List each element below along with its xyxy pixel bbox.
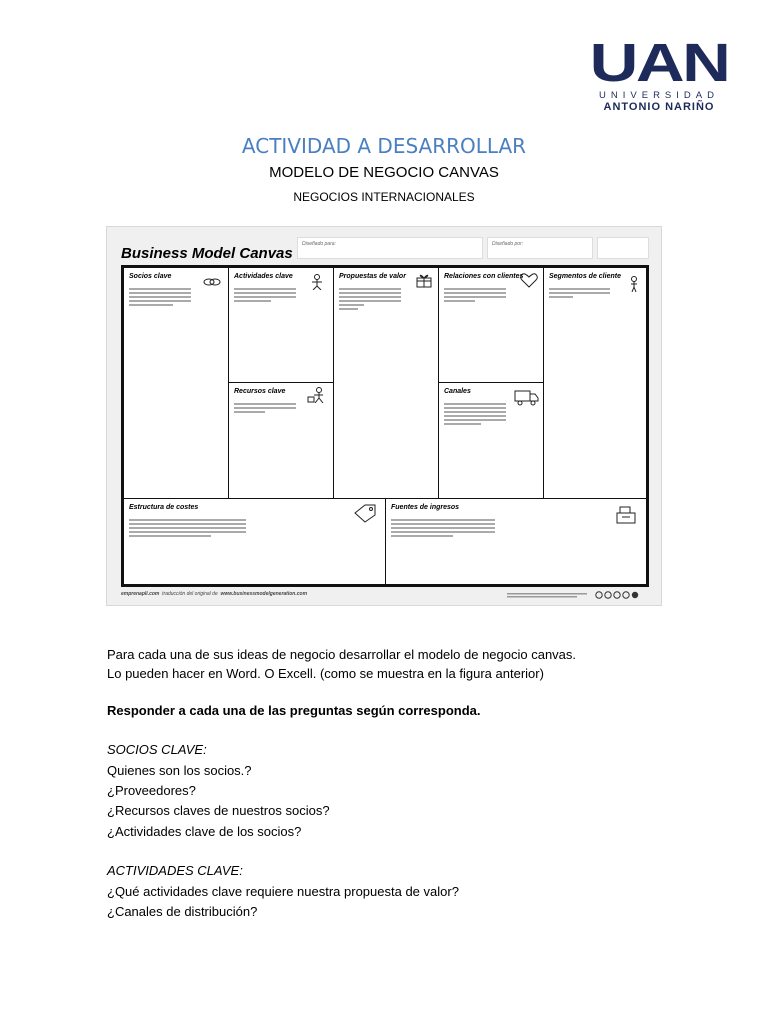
cell-heading: Estructura de costes (129, 504, 199, 511)
instruction-1: Para cada una de sus ideas de negocio desarrollar el modelo de negocio canvas. (107, 647, 577, 662)
actividades-question-1: ¿Qué actividades clave requiere nuestra propuesta de valor? (107, 884, 459, 899)
date-field (597, 237, 649, 259)
cell-questions (234, 288, 296, 304)
cell-heading: Fuentes de ingresos (391, 504, 460, 511)
cell-heading: Socios clave (129, 273, 172, 280)
cell-actividades-clave (228, 267, 334, 383)
instruction-3: Responder a cada una de las preguntas según corresponda. (107, 703, 481, 718)
cell-estructura-de-costes (123, 498, 386, 585)
cell-questions (391, 519, 495, 539)
cell-questions (444, 288, 506, 304)
canvas-grid (121, 265, 649, 587)
price-tag-icon (353, 503, 377, 523)
worker-resource-icon (307, 387, 327, 403)
cell-questions (234, 403, 296, 415)
cell-questions (549, 288, 610, 300)
heart-icon (519, 272, 539, 288)
cell-relaciones-con-clientes (438, 267, 544, 383)
cell-questions (129, 288, 191, 308)
business-model-canvas-figure (106, 226, 662, 606)
socios-question-3: ¿Recursos claves de nuestros socios? (107, 803, 330, 818)
person-icon (624, 276, 644, 292)
chain-link-icon (202, 274, 222, 290)
canvas-credits (121, 591, 307, 597)
section-actividades-clave-heading: ACTIVIDADES CLAVE: (107, 863, 243, 878)
logo-acronym: UAN (589, 33, 729, 93)
cell-questions (129, 519, 246, 539)
cell-recursos-clave (228, 382, 334, 499)
cell-questions (339, 288, 401, 312)
socios-question-4: ¿Actividades clave de los socios? (107, 824, 302, 839)
cell-propuestas-de-valor (333, 267, 439, 499)
cell-segmentos-de-cliente (543, 267, 647, 499)
truck-icon (513, 387, 539, 407)
credit-site-2: www.businessmodelgeneration.com (220, 591, 308, 597)
cell-questions (444, 403, 506, 427)
cash-register-icon (614, 503, 638, 525)
canvas-title: Business Model Canvas (121, 245, 293, 262)
logo-line-2: ANTONIO NARIÑO (603, 101, 715, 113)
cell-canales (438, 382, 544, 499)
worker-icon (307, 274, 327, 290)
designed-for-field: Diseñado para: (297, 237, 483, 259)
cell-heading: Actividades clave (234, 273, 293, 280)
section-socios-clave-heading: SOCIOS CLAVE: (107, 742, 207, 757)
logo-line-1: UNIVERSIDAD (599, 90, 719, 101)
license-badges-icon (507, 591, 647, 599)
socios-question-2: ¿Proveedores? (107, 783, 196, 798)
cell-heading: Segmentos de cliente (549, 273, 621, 280)
page-subtitle: MODELO DE NEGOCIO CANVAS (269, 164, 499, 181)
cell-heading: Relaciones con clientes (444, 273, 524, 280)
gift-icon (414, 272, 434, 288)
cell-heading: Recursos clave (234, 388, 286, 395)
page-title: ACTIVIDAD A DESARROLLAR (241, 134, 527, 158)
designed-by-field: Diseñado por: (487, 237, 593, 259)
university-logo (584, 33, 734, 113)
instruction-2: Lo pueden hacer en Word. O Excell. (como se muestra en la figura anterior) (107, 666, 544, 681)
credit-text: traducción del original de (162, 591, 218, 597)
cell-heading: Propuestas de valor (339, 273, 406, 280)
cell-heading: Canales (444, 388, 471, 395)
cell-fuentes-de-ingresos (385, 498, 647, 585)
actividades-question-2: ¿Canales de distribución? (107, 904, 258, 919)
program-name: NEGOCIOS INTERNACIONALES (293, 190, 475, 204)
credit-site-1: emprenapli.com (121, 591, 160, 597)
cell-socios-clave (123, 267, 229, 499)
socios-question-1: Quienes son los socios.? (107, 763, 252, 778)
